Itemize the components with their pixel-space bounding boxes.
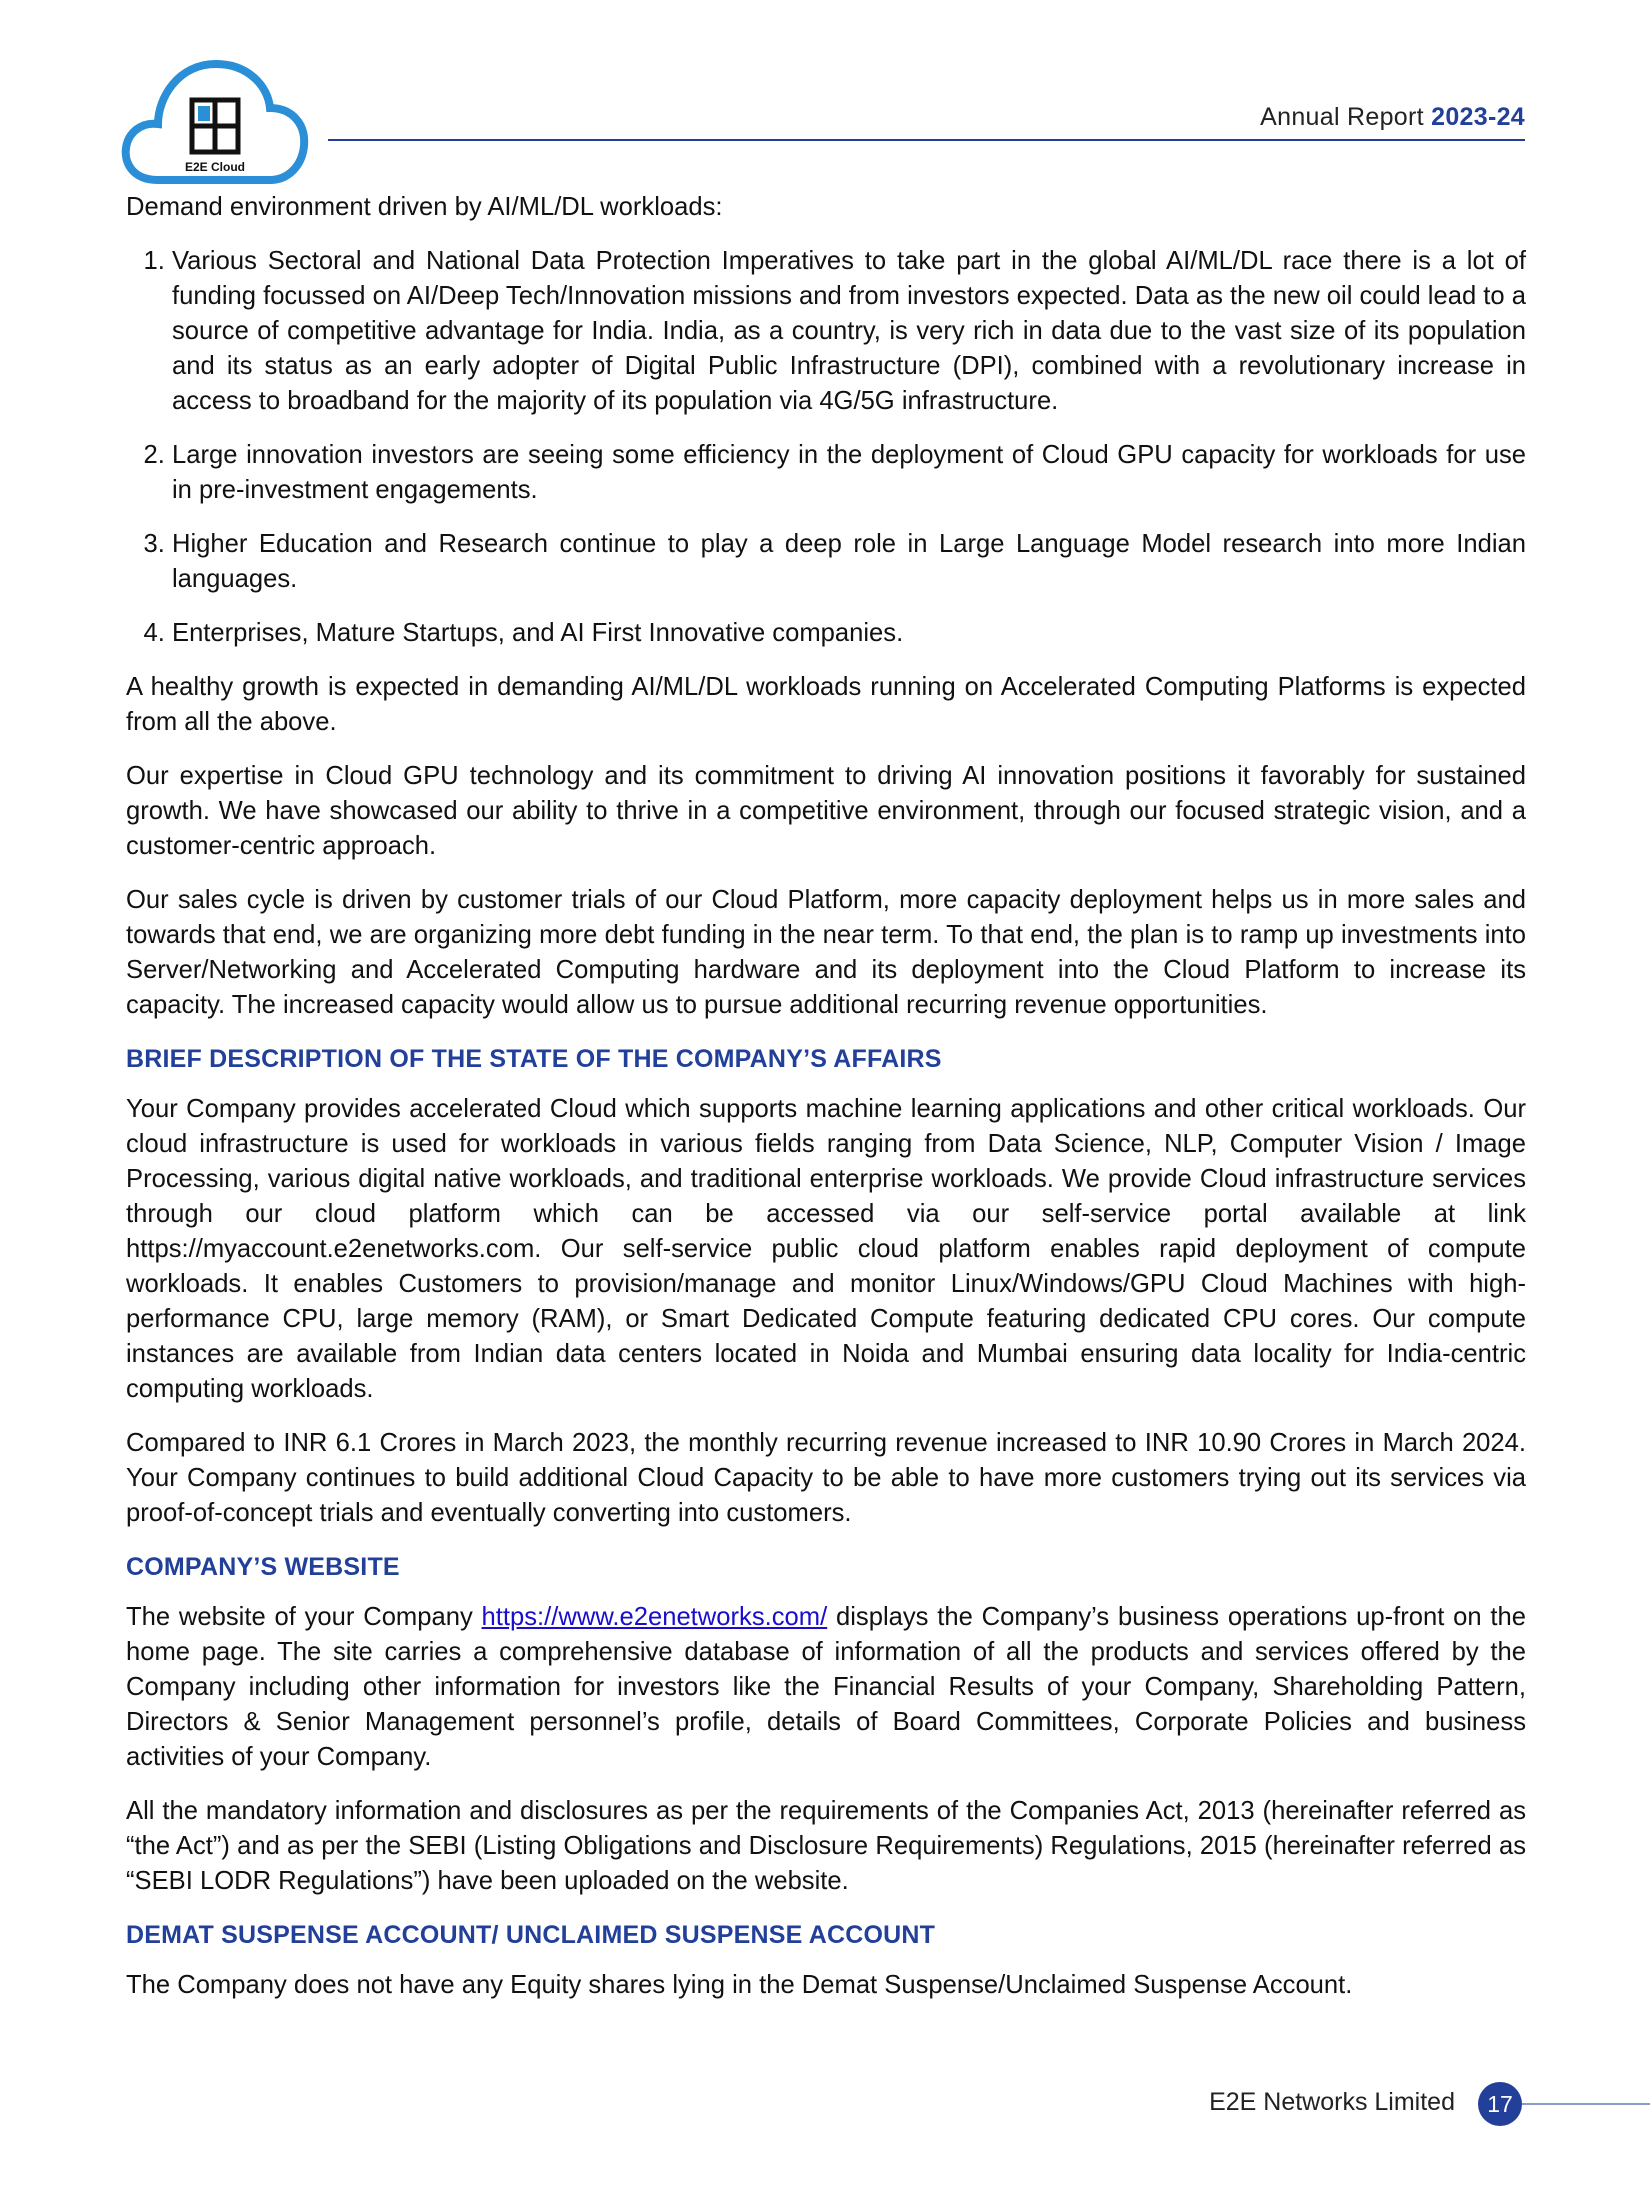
website-text-before: The website of your Company — [126, 1603, 482, 1631]
affairs-paragraph: Your Company provides accelerated Cloud which supports machine learning applications and other critical workloads. Our cloud infrastructure is used for workloads in various fields ranging from Data Science, NLP, Computer Vision / Image Processing, various digital native workloads, and traditional enterprise workloads. We provide Cloud infrastructure services through our cloud platform which can be accessed via our self-service portal available at link https://myaccount.e2enetworks.com. Our self-service public cloud platform enables rapid deployment of compute workloads. It enables Customers to provision/manage and monitor Linux/Windows/GPU Cloud Machines with high-performance CPU, large memory (RAM), or Smart Dedicated Compute featuring dedicated CPU cores. Our compute instances are available from Indian data centers located in Noida and Mumbai ensuring data locality for India-centric computing workloads. — [126, 1095, 1526, 1403]
list-item: 2. Large innovation investors are seeing some efficiency in the deployment of Cloud GPU capacity for workloads for use in pre-investment engagements. — [172, 438, 1526, 508]
list-item: 1. Various Sectoral and National Data Protection Imperatives to take part in the global AI/ML/DL race there is a lot of funding focussed on AI/Deep Tech/Innovation missions and from investors expected. Data as the new oil could lead to a source of competitive advantage for India. India, as a country, is very rich in data due to the vast size of its population and its status as an early adopter of Digital Public Infrastructure (DPI), combined with a revolutionary increase in access to broadband for the majority of its population via 4G/5G infrastructure. — [172, 244, 1526, 419]
header-divider — [328, 139, 1525, 141]
demand-list — [126, 244, 1526, 651]
website-text-after: displays the Company’s business operations up-front on the home page. The site carries a comprehensive database of information of all the products and services offered by the Company including other information for investors like the Financial Results of your Company, Shareholding Pattern, Directors & Senior Management personnel’s profile, details of Board Committees, Corporate Policies and business activities of your Company. — [126, 1603, 1526, 1771]
website-paragraph — [126, 1600, 1526, 1775]
affairs-heading: BRIEF DESCRIPTION OF THE STATE OF THE COMPANY’S AFFAIRS — [126, 1045, 942, 1073]
logo-text: E2E Cloud — [184, 160, 246, 174]
company-logo — [120, 58, 310, 188]
paragraph: Our expertise in Cloud GPU technology and its commitment to driving AI innovation positions it favorably for sustained growth. We have showcased our ability to thrive in a competitive environment, through our focused strategic vision, and a customer-centric approach. — [126, 762, 1526, 860]
footer-company-name: E2E Networks Limited — [1209, 2088, 1455, 2116]
list-item: 3. Higher Education and Research continue to play a deep role in Large Language Model research into more Indian languages. — [172, 527, 1526, 597]
page-number: 17 — [1478, 2082, 1522, 2126]
intro-paragraph: Demand environment driven by AI/ML/DL workloads: — [126, 193, 723, 221]
revenue-paragraph: Compared to INR 6.1 Crores in March 2023, the monthly recurring revenue increased to INR 10.90 Crores in March 2024. Your Company continues to build additional Cloud Capacity to be able to have more customers trying out its services via proof-of-concept trials and eventually converting into customers. — [126, 1429, 1526, 1527]
paragraph: Our sales cycle is driven by customer trials of our Cloud Platform, more capacity deployment helps us in more sales and towards that end, we are organizing more debt funding in the near term. To that end, the plan is to ramp up investments into Server/Networking and Accelerated Computing hardware and its deployment into the Cloud Platform to increase its capacity. The increased capacity would allow us to pursue additional recurring revenue opportunities. — [126, 886, 1526, 1019]
disclosure-paragraph: All the mandatory information and disclosures as per the requirements of the Companies Act, 2013 (hereinafter referred as “the Act”) and as per the SEBI (Listing Obligations and Disclosure Requirements) Regulations, 2015 (hereinafter referred as “SEBI LODR Regulations”) have been uploaded on the website. — [126, 1797, 1526, 1895]
demat-paragraph: The Company does not have any Equity shares lying in the Demat Suspense/Unclaimed Suspense Account. — [126, 1971, 1353, 1999]
report-label: Annual Report — [1260, 103, 1424, 131]
demat-heading: DEMAT SUSPENSE ACCOUNT/ UNCLAIMED SUSPENSE ACCOUNT — [126, 1921, 936, 1949]
footer-divider — [1522, 2103, 1650, 2105]
paragraph: A healthy growth is expected in demanding AI/ML/DL workloads running on Accelerated Computing Platforms is expected from all the above. — [126, 673, 1526, 736]
cloud-logo-icon — [120, 58, 310, 188]
website-link[interactable]: https://www.e2enetworks.com/ — [481, 1603, 828, 1631]
report-title — [1260, 103, 1525, 132]
page-content — [126, 190, 1526, 2022]
list-item: 4. Enterprises, Mature Startups, and AI First Innovative companies. — [172, 616, 1526, 651]
website-heading: COMPANY’S WEBSITE — [126, 1553, 400, 1581]
report-year: 2023-24 — [1431, 103, 1525, 131]
